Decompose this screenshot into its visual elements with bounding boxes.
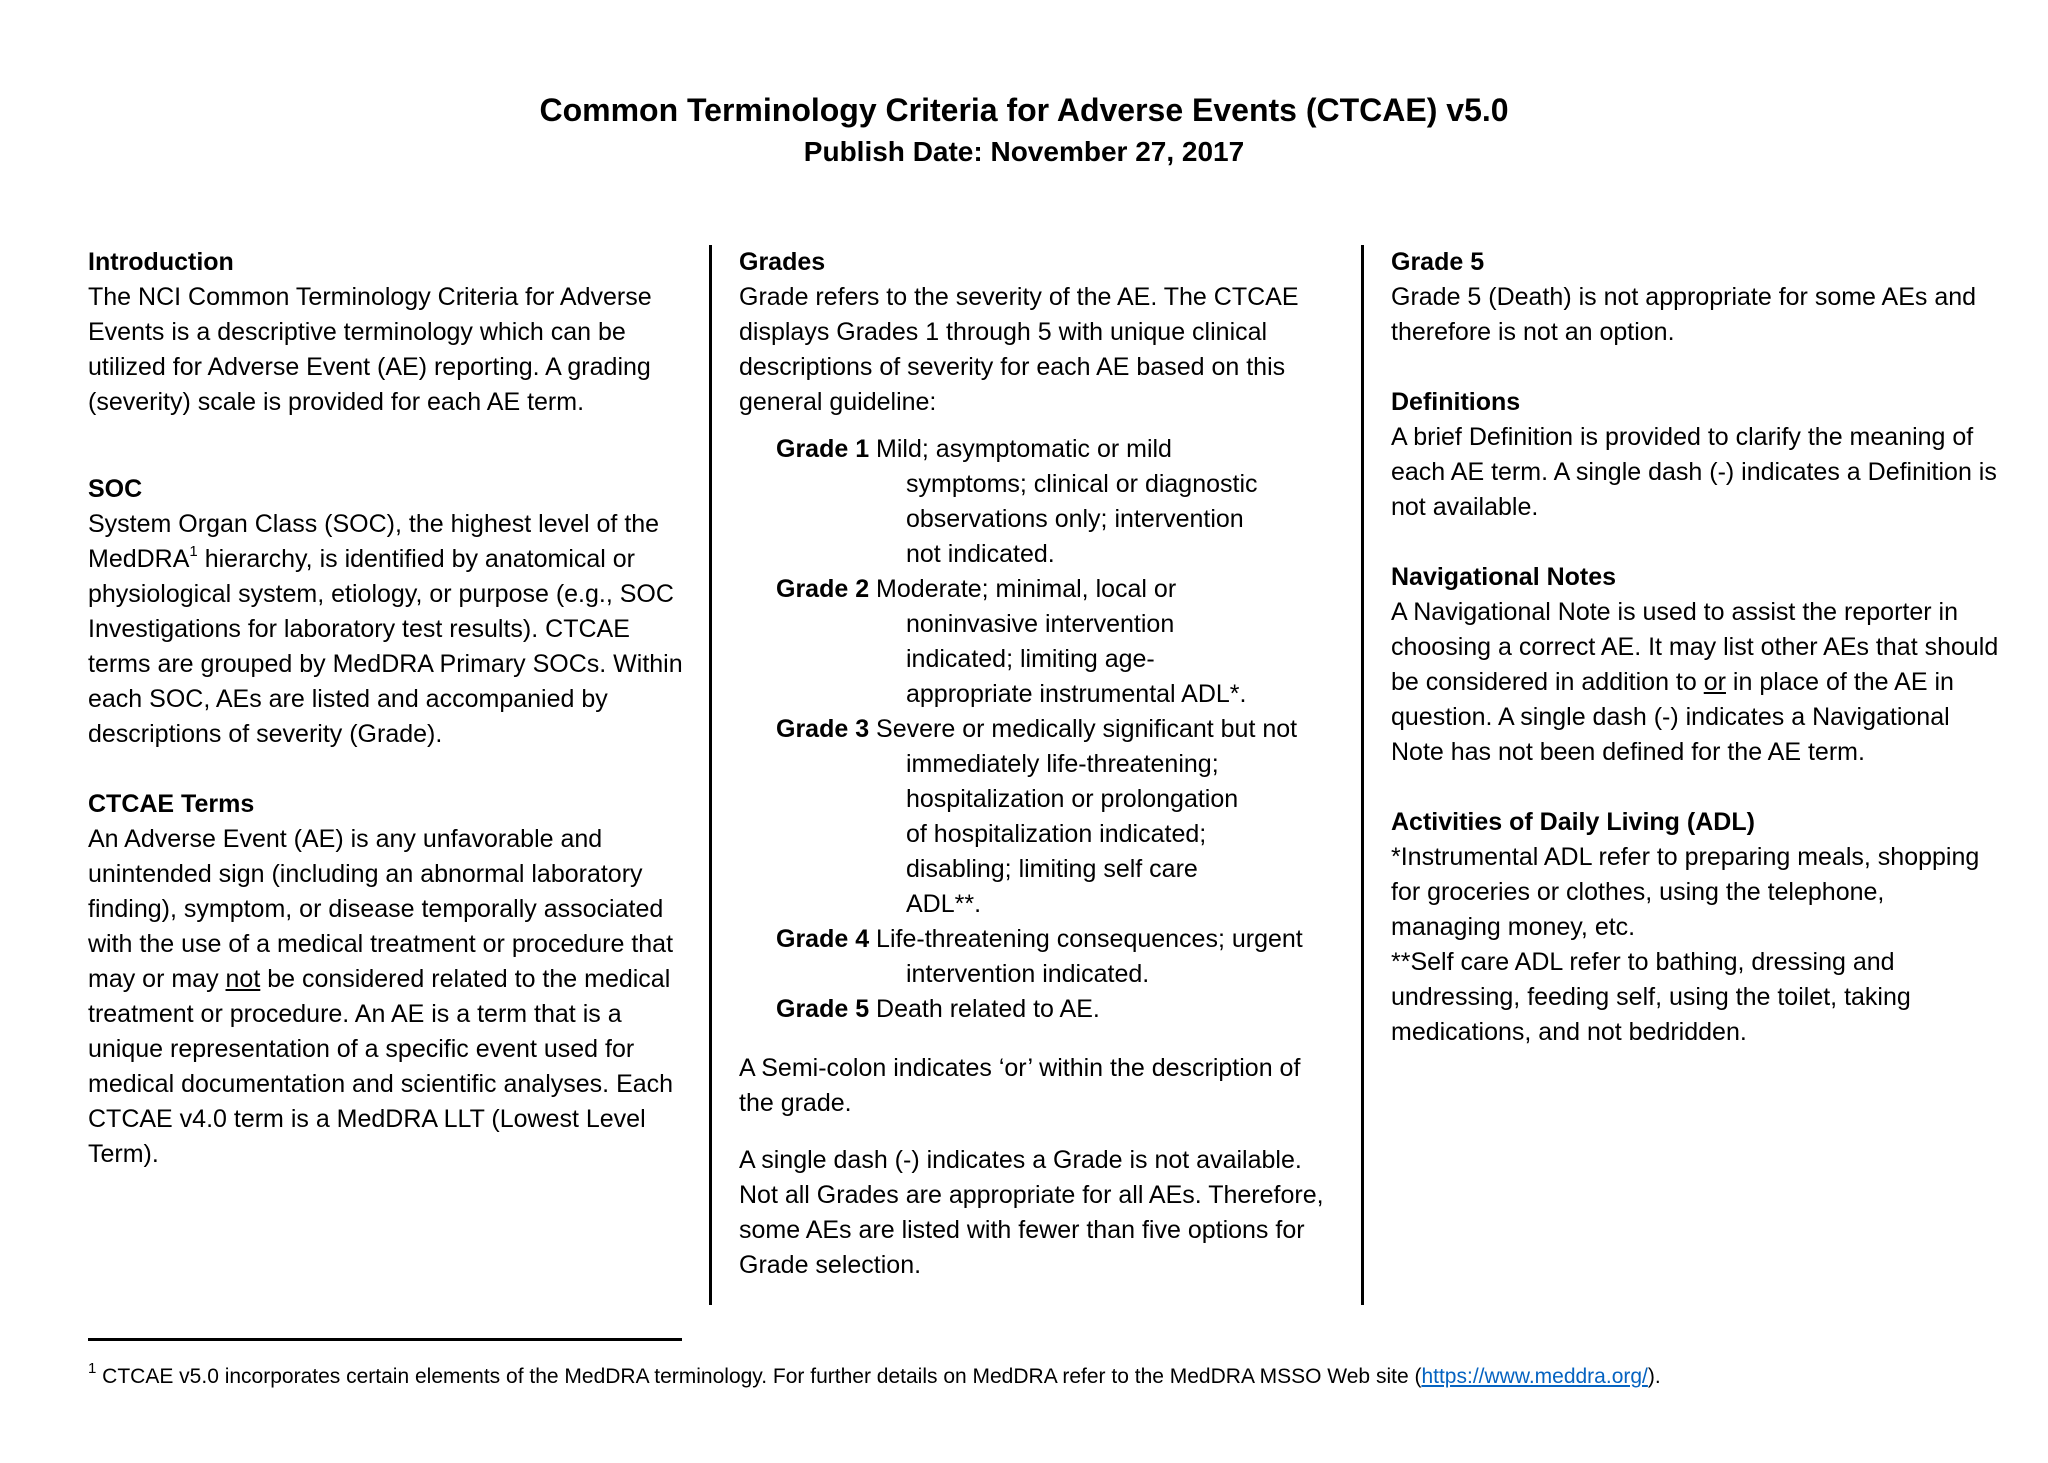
footnote-ref: 1 [189, 542, 198, 560]
soc-text [88, 507, 688, 752]
grade-label: Grade 2 [776, 575, 870, 603]
grade-description-line: immediately life-threatening; [906, 750, 1219, 778]
grade5-text: Grade 5 (Death) is not appropriate for some AEs and therefore is not an option. [1391, 283, 1977, 346]
grades-heading: Grades [739, 248, 826, 276]
adl-selfcare-text: **Self care ADL refer to bathing, dressing and undressing, feeding self, using the toilet, taking medications, and not bedridden. [1391, 948, 1911, 1046]
grades-text: Grade refers to the severity of the AE. The CTCAE displays Grades 1 through 5 with unique clinical descriptions of severity for each AE based on this general guideline: [739, 283, 1299, 416]
grade-label: Grade 5 [776, 995, 870, 1023]
grade-description-line: of hospitalization indicated; [906, 820, 1207, 848]
soc-text-a: System Organ Class (SOC), the highest level of the MedDRA [88, 510, 660, 573]
grade-description: Mild; asymptomatic or mild [869, 435, 1172, 463]
grade-item [776, 712, 1339, 922]
grade-item [776, 572, 1339, 712]
definitions-heading: Definitions [1391, 388, 1521, 416]
navigational-notes-text [1391, 595, 2001, 770]
adl-instrumental-text: *Instrumental ADL refer to preparing meals, shopping for groceries or clothes, using the telephone, managing money, etc. [1391, 843, 1980, 941]
grade-description-line: not indicated. [906, 540, 1055, 568]
adl-heading: Activities of Daily Living (ADL) [1391, 808, 1755, 836]
soc-heading: SOC [88, 475, 143, 503]
grade-description-line: observations only; intervention [906, 505, 1244, 533]
grade-label: Grade 1 [776, 435, 870, 463]
introduction-heading: Introduction [88, 248, 234, 276]
nav-notes-underlined: or [1703, 668, 1726, 696]
nav-notes-text-b: in place of the AE in question. A single dash (-) indicates a Navigational Note has not been defined for the AE term. [1391, 668, 1954, 766]
grade-label: Grade 3 [776, 715, 870, 743]
introduction-text: The NCI Common Terminology Criteria for Adverse Events is a descriptive terminology which can be utilized for Adverse Event (AE) reporting. A grading (severity) scale is provided for each AE term. [88, 283, 652, 416]
ctcae-terms-text-a: An Adverse Event (AE) is any unfavorable and unintended sign (including an abnormal laboratory finding), symptom, or disease temporally associated with the use of a medical treatment or procedure that may or may [88, 825, 674, 993]
footnote-separator [88, 1338, 682, 1341]
grade-description: Severe or medically significant but not [869, 715, 1298, 743]
grade-description-line: noninvasive intervention [906, 610, 1175, 638]
soc-text-b: hierarchy, is identified by anatomical or physiological system, etiology, or purpose (e.g., SOC Investigations for laboratory test results). CTCAE terms are grouped by MedDRA Primary SOCs. Within each SOC, AEs are listed and accompanied by descriptions of severity (Grade). [88, 545, 683, 748]
ctcae-terms-heading: CTCAE Terms [88, 790, 255, 818]
grade-description-line: hospitalization or prolongation [906, 785, 1239, 813]
grade-description: Moderate; minimal, local or [869, 575, 1177, 603]
ctcae-terms-text [88, 822, 688, 1172]
grade-item [776, 922, 1339, 992]
navigational-notes-heading: Navigational Notes [1391, 563, 1617, 591]
grade-item [776, 992, 1339, 1027]
column-right [1391, 245, 2001, 1050]
grade-description: Death related to AE. [869, 995, 1100, 1023]
grade-item [776, 432, 1339, 572]
nav-notes-text-a: A Navigational Note is used to assist the reporter in choosing a correct AE. It may list other AEs that should be considered in addition to [1391, 598, 1999, 696]
grade-description: Life-threatening consequences; urgent [869, 925, 1303, 953]
column-left [88, 245, 688, 1172]
grade-label: Grade 4 [776, 925, 870, 953]
definitions-text: A brief Definition is provided to clarify the meaning of each AE term. A single dash (-) indicates a Definition is not available. [1391, 423, 1997, 521]
grade-description-line: ADL**. [906, 890, 982, 918]
dash-note: A single dash (-) indicates a Grade is not available. Not all Grades are appropriate for all AEs. Therefore, some AEs are listed with fewer than five options for Grade selection. [739, 1146, 1324, 1279]
column-divider-right [1361, 245, 1364, 1305]
page-title: Common Terminology Criteria for Adverse Events (CTCAE) v5.0 [539, 92, 1509, 128]
publish-date: Publish Date: November 27, 2017 [803, 136, 1245, 167]
document-header [0, 88, 2048, 172]
meddra-link[interactable]: https://www.meddra.org/ [1421, 1365, 1648, 1388]
footnote-text: CTCAE v5.0 incorporates certain elements of the MedDRA terminology. For further details on MedDRA refer to the MedDRA MSSO Web site ( [96, 1365, 1422, 1388]
ctcae-terms-underlined: not [225, 965, 261, 993]
column-divider-left [709, 245, 712, 1305]
grade5-heading: Grade 5 [1391, 248, 1485, 276]
footnote [88, 1362, 1988, 1392]
footnote-marker: 1 [88, 1360, 97, 1377]
grade-description-line: intervention indicated. [906, 960, 1150, 988]
grade-description-line: symptoms; clinical or diagnostic [906, 470, 1258, 498]
grade-description-line: indicated; limiting age- [906, 645, 1155, 673]
ctcae-terms-text-b: be considered related to the medical treatment or procedure. An AE is a term that is a unique representation of a specific event used for medical documentation and scientific analyses. Each CTCAE v4.0 term is a MedDRA LLT (Lowest Level Term). [88, 965, 674, 1168]
column-middle [739, 245, 1339, 1283]
grade-list [739, 432, 1339, 1027]
footnote-text-end: ). [1647, 1365, 1661, 1388]
grade-description-line: disabling; limiting self care [906, 855, 1198, 883]
semicolon-note: A Semi-colon indicates ‘or’ within the description of the grade. [739, 1054, 1301, 1117]
grade-description-line: appropriate instrumental ADL*. [906, 680, 1247, 708]
